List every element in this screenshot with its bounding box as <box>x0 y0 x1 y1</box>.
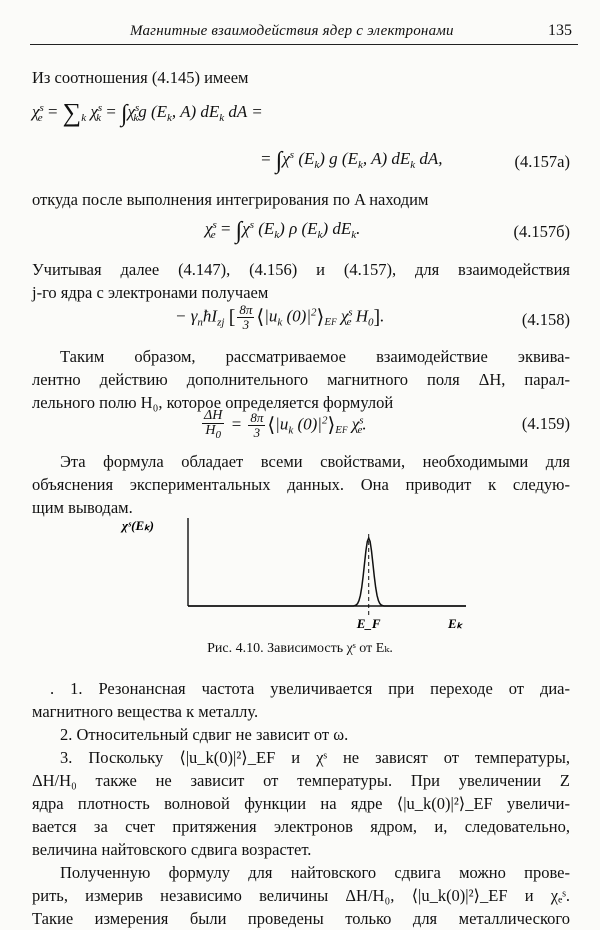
list-item: магнитного вещества к металлу. <box>32 702 259 721</box>
text-after-157a: откуда после выполнения интегрирования по A находим <box>32 190 429 209</box>
figure-y-label: χˢ(Eₖ) <box>122 518 154 533</box>
list-item: ΔH/H₀ также не зависит от температуры. При увеличении Z <box>32 771 570 790</box>
equation-159: $\frac{\Delta H}{H_0}$ = $\frac{8\pi}{3}$ $⟨|u_k$ $(0)|^2⟩_{EF}$ $\chi^s_e$. <box>204 408 367 441</box>
list-item: величина найтовского сдвига возрастет. <box>32 840 312 859</box>
text-line: Эта формула обладает всеми свойствами, необходимыми для <box>60 452 570 471</box>
header-title: Магнитные взаимодействия ядер с электронами <box>130 23 454 39</box>
text-line: рить, измерив независимо величины ΔH/H₀, ⟨|u_k(0)|²⟩_EF и χₑˢ. <box>32 886 570 905</box>
equation-157b-number: (4.157б) <box>513 222 570 241</box>
list-item: 2. Относительный сдвиг не зависит от ω. <box>60 725 349 744</box>
figure-x-label: Eₖ <box>448 616 463 631</box>
text-line: лельного полю H₀, которое определяется формулой <box>32 393 394 412</box>
equation-157a-line1: $\chi^s_e = \sum_k$ $\chi^s_k = \int\chi^s_kg$ ($E_k$, A) $dE_k$ dA = <box>32 98 263 127</box>
fermi-label: E_F <box>356 616 381 631</box>
conclusions-list <box>32 677 570 861</box>
final-paragraph <box>32 861 570 930</box>
list-item: 3. Поскольку ⟨|u_k(0)|²⟩_EF и χˢ не зависят от температуры, <box>60 748 570 767</box>
text-line: Такие измерения были проведены только для металлического <box>32 909 570 928</box>
equation-159-number: (4.159) <box>521 414 570 433</box>
text-line: Таким образом, рассматриваемое взаимодействие эквива- <box>60 347 570 366</box>
list-item: вается за счет притяжения электронов ядром, и, следовательно, <box>32 817 570 836</box>
text-line: щим выводам. <box>32 498 133 517</box>
figure-caption: Рис. 4.10. Зависимость χˢ от Eₖ. <box>207 641 393 656</box>
equation-157a-line2: = $\int\chi^s$ $(E_k)$ g ($E_k$, A) $dE_k$ dA, <box>260 148 443 174</box>
figure-curve <box>188 538 466 606</box>
equation-157b: $\chi^s_e = \int\chi^s$ $(E_k)$ ρ $(E_k)$ $dE_k$. <box>205 218 361 244</box>
text-line: объяснения экспериментальных данных. Она приводит к следую- <box>32 475 570 494</box>
equation-157a-number: (4.157а) <box>514 152 570 171</box>
intro-text: Из соотношения (4.145) имеем <box>32 68 249 87</box>
equation-158: − $\gamma_nħI_{zj}$ [ $\frac{8\pi}{3}$ $⟨|u_k$ $(0)|^2⟩_{EF}$ $\chi^s_e$ $H_0$]. <box>175 302 385 332</box>
text-line: j-го ядра с электронами получаем <box>32 283 269 302</box>
page-number: 135 <box>548 22 572 39</box>
list-item: . 1. Резонансная частота увеличивается при переходе от диа- <box>50 679 570 698</box>
list-item: ядра плотность волновой функции на ядре ⟨|u_k(0)|²⟩_EF увеличи- <box>32 794 570 813</box>
paragraph-before-158 <box>32 258 570 304</box>
figure-chi-vs-energy <box>122 508 470 638</box>
text-line: лентно действию дополнительного магнитного поля ΔH, парал- <box>32 370 570 389</box>
equation-158-number: (4.158) <box>521 310 570 329</box>
text-line: Учитывая далее (4.147), (4.156) и (4.157), для взаимодействия <box>32 260 570 279</box>
running-header <box>30 22 578 45</box>
paragraph-159-intro <box>32 345 570 414</box>
text-line: Полученную формулу для найтовского сдвига можно прове- <box>60 863 570 882</box>
